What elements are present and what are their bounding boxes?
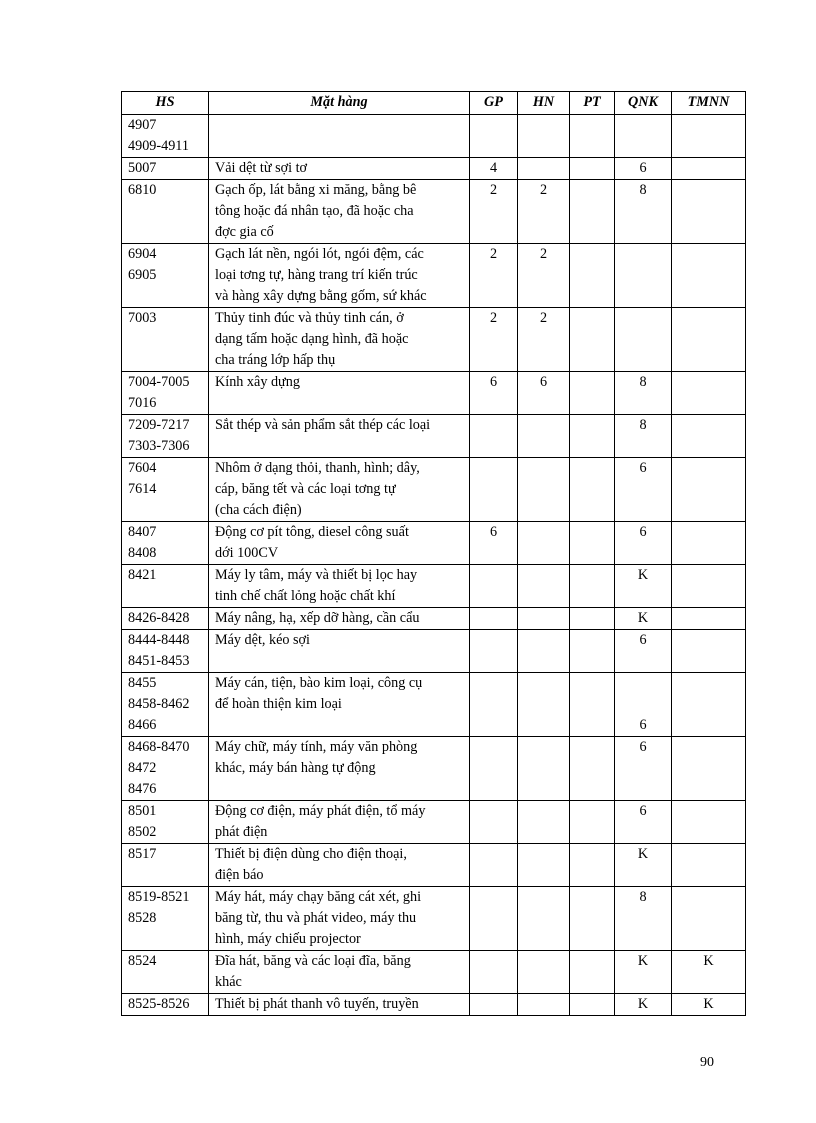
qnk-cell: 6 xyxy=(615,673,672,737)
item-description-cell xyxy=(209,244,470,308)
hs-code-cell-line: 7004-7005 xyxy=(128,374,190,390)
hs-code-cell xyxy=(122,522,209,565)
tmnn-cell xyxy=(672,673,746,737)
hs-code-cell-line xyxy=(128,972,202,993)
item-description-cell xyxy=(209,673,470,737)
pt-cell xyxy=(570,994,615,1016)
item-description-cell-line xyxy=(215,393,463,414)
hs-code-cell xyxy=(122,801,209,844)
tmnn-cell xyxy=(672,458,746,522)
item-description-cell-line: Máy chữ, máy tính, máy văn phòng xyxy=(215,739,418,755)
hs-code-cell xyxy=(122,737,209,801)
hs-code-cell-line: 4907 xyxy=(128,117,157,133)
item-description-cell-line: Sắt thép và sản phẩm sắt thép các loại xyxy=(215,417,431,433)
table-header-row xyxy=(122,92,746,115)
qnk-cell: 6 xyxy=(615,737,672,801)
hs-code-cell-line: 8519-8521 xyxy=(128,889,190,905)
hs-code-cell-line: 8421 xyxy=(128,567,157,583)
item-description-cell-line: Máy hát, máy chạy băng cát xét, ghi xyxy=(215,889,422,905)
qnk-cell: K xyxy=(615,994,672,1016)
item-description-cell-line xyxy=(215,436,463,457)
tmnn-cell: K xyxy=(672,951,746,994)
pt-cell xyxy=(570,180,615,244)
qnk-cell xyxy=(615,308,672,372)
qnk-cell: 6 xyxy=(615,158,672,180)
table-row xyxy=(122,158,746,180)
gp-cell xyxy=(470,458,518,522)
hs-code-cell-line: 7614 xyxy=(128,481,157,497)
item-description-cell-line: cha tráng lớp hấp thụ xyxy=(215,352,336,368)
hs-code-cell-line: 8466 xyxy=(128,717,157,733)
table-row xyxy=(122,415,746,458)
item-description-cell-line xyxy=(215,779,463,800)
tmnn-cell xyxy=(672,115,746,158)
tmnn-cell xyxy=(672,180,746,244)
gp-cell xyxy=(470,415,518,458)
item-description-cell-line xyxy=(215,715,463,736)
hs-code-cell xyxy=(122,158,209,180)
hn-cell: 6 xyxy=(518,372,570,415)
qnk-cell: 6 xyxy=(615,458,672,522)
hn-cell xyxy=(518,522,570,565)
item-description-cell-line: Gạch ốp, lát bằng xi măng, bằng bê xyxy=(215,182,417,198)
page-number: 90 xyxy=(700,1055,714,1070)
tmnn-cell xyxy=(672,565,746,608)
hs-code-cell xyxy=(122,887,209,951)
item-description-cell-line: Thiết bị phát thanh vô tuyến, truyền xyxy=(215,996,419,1012)
item-description-cell-line: hình, máy chiếu projector xyxy=(215,931,361,947)
item-description-cell-line: Thủy tinh đúc và thủy tinh cán, ở xyxy=(215,310,404,326)
hs-code-cell xyxy=(122,415,209,458)
gp-cell xyxy=(470,887,518,951)
tmnn-cell xyxy=(672,844,746,887)
pt-cell xyxy=(570,887,615,951)
item-description-cell-line: dới 100CV xyxy=(215,545,279,561)
gp-cell: 6 xyxy=(470,522,518,565)
item-description-cell xyxy=(209,608,470,630)
gp-cell xyxy=(470,115,518,158)
hs-code-cell xyxy=(122,673,209,737)
item-description-cell-line: điện báo xyxy=(215,867,264,883)
tmnn-cell xyxy=(672,308,746,372)
pt-cell xyxy=(570,673,615,737)
gp-cell xyxy=(470,737,518,801)
gp-cell xyxy=(470,994,518,1016)
hs-code-cell-line: 8407 xyxy=(128,524,157,540)
table-row xyxy=(122,308,746,372)
item-description-cell-line xyxy=(215,651,463,672)
item-description-cell-line: Động cơ điện, máy phát điện, tổ máy xyxy=(215,803,426,819)
tmnn-cell xyxy=(672,887,746,951)
table-row xyxy=(122,951,746,994)
hs-code-cell xyxy=(122,308,209,372)
item-description-cell-line: và hàng xây dựng bằng gốm, sứ khác xyxy=(215,288,427,304)
item-description-cell-line: (cha cách điện) xyxy=(215,502,302,518)
qnk-cell: K xyxy=(615,608,672,630)
hs-code-cell-line: 8444-8448 xyxy=(128,632,190,648)
item-description-cell-line: tông hoặc đá nhân tạo, đã hoặc cha xyxy=(215,203,414,219)
hs-code-cell-line: 7209-7217 xyxy=(128,417,190,433)
hs-code-cell-line: 8472 xyxy=(128,760,157,776)
hs-code-cell xyxy=(122,372,209,415)
pt-cell xyxy=(570,372,615,415)
hn-cell xyxy=(518,951,570,994)
tmnn-cell xyxy=(672,737,746,801)
qnk-cell: 6 xyxy=(615,801,672,844)
hs-code-cell-line: 8517 xyxy=(128,846,157,862)
hn-cell xyxy=(518,115,570,158)
table-row xyxy=(122,372,746,415)
qnk-cell: K xyxy=(615,565,672,608)
item-description-cell-line: Thiết bị điện dùng cho điện thoại, xyxy=(215,846,407,862)
tariff-table xyxy=(121,91,746,1016)
pt-cell xyxy=(570,801,615,844)
hn-cell xyxy=(518,608,570,630)
item-description-cell-line: loại tơng tự, hàng trang trí kiến trúc xyxy=(215,267,418,283)
hs-code-cell-line: 8458-8462 xyxy=(128,696,190,712)
item-description-cell-line: dạng tấm hoặc dạng hình, đã hoặc xyxy=(215,331,409,347)
gp-cell xyxy=(470,801,518,844)
item-description-cell xyxy=(209,180,470,244)
hn-cell xyxy=(518,994,570,1016)
tmnn-cell: K xyxy=(672,994,746,1016)
table-row xyxy=(122,844,746,887)
hs-code-cell-line xyxy=(128,350,202,371)
item-description-cell xyxy=(209,951,470,994)
pt-cell xyxy=(570,115,615,158)
hs-code-cell-line: 7003 xyxy=(128,310,157,326)
gp-cell: 6 xyxy=(470,372,518,415)
gp-cell: 2 xyxy=(470,180,518,244)
hs-code-cell-line: 7016 xyxy=(128,395,157,411)
hn-cell xyxy=(518,565,570,608)
hs-code-cell-line xyxy=(128,586,202,607)
hn-cell: 2 xyxy=(518,180,570,244)
qnk-cell: 8 xyxy=(615,887,672,951)
hs-code-cell xyxy=(122,844,209,887)
tmnn-cell xyxy=(672,608,746,630)
hs-code-cell-line xyxy=(128,286,202,307)
pt-cell xyxy=(570,565,615,608)
hs-code-cell-line: 7604 xyxy=(128,460,157,476)
hn-cell xyxy=(518,630,570,673)
item-description-cell xyxy=(209,994,470,1016)
pt-cell xyxy=(570,844,615,887)
item-description-cell-line: Vải dệt từ sợi tơ xyxy=(215,160,308,176)
table-row xyxy=(122,737,746,801)
item-description-cell-line: Kính xây dựng xyxy=(215,374,300,390)
item-description-cell xyxy=(209,522,470,565)
qnk-cell: K xyxy=(615,844,672,887)
table-row xyxy=(122,994,746,1016)
table-row xyxy=(122,180,746,244)
item-description-cell-line: phát điện xyxy=(215,824,268,840)
header-gp: GP xyxy=(470,92,518,115)
header-pt: PT xyxy=(570,92,615,115)
gp-cell: 2 xyxy=(470,308,518,372)
hn-cell xyxy=(518,158,570,180)
item-description-cell-line: khác xyxy=(215,974,242,990)
item-description-cell xyxy=(209,158,470,180)
hs-code-cell xyxy=(122,951,209,994)
table-row xyxy=(122,522,746,565)
hs-code-cell-line: 8528 xyxy=(128,910,157,926)
qnk-cell xyxy=(615,244,672,308)
hs-code-cell-line: 4909-4911 xyxy=(128,138,189,154)
item-description-cell-line: cáp, băng tết và các loại tơng tự xyxy=(215,481,396,497)
hs-code-cell-line: 5007 xyxy=(128,160,157,176)
header-hn: HN xyxy=(518,92,570,115)
item-description-cell-line: Gạch lát nền, ngói lót, ngói đệm, các xyxy=(215,246,424,262)
hn-cell: 2 xyxy=(518,244,570,308)
pt-cell xyxy=(570,608,615,630)
hs-code-cell xyxy=(122,458,209,522)
gp-cell: 2 xyxy=(470,244,518,308)
item-description-cell-line: Máy cán, tiện, bào kim loại, công cụ xyxy=(215,675,423,691)
hs-code-cell-line xyxy=(128,929,202,950)
item-description-cell xyxy=(209,565,470,608)
table-row xyxy=(122,887,746,951)
header-qnk: QNK xyxy=(615,92,672,115)
item-description-cell-line: khác, máy bán hàng tự động xyxy=(215,760,376,776)
item-description-cell-line: tinh chế chất lỏng hoặc chất khí xyxy=(215,588,396,604)
hs-code-cell-line xyxy=(128,865,202,886)
pt-cell xyxy=(570,415,615,458)
gp-cell xyxy=(470,951,518,994)
hs-code-cell-line xyxy=(128,201,202,222)
header-hs: HS xyxy=(122,92,209,115)
qnk-cell: K xyxy=(615,951,672,994)
hs-code-cell-line: 8525-8526 xyxy=(128,996,190,1012)
qnk-cell xyxy=(615,115,672,158)
pt-cell xyxy=(570,737,615,801)
gp-cell xyxy=(470,844,518,887)
hs-code-cell-line xyxy=(128,329,202,350)
table-row xyxy=(122,115,746,158)
hn-cell xyxy=(518,458,570,522)
table-row xyxy=(122,630,746,673)
hs-code-cell xyxy=(122,994,209,1016)
item-description-cell xyxy=(209,844,470,887)
pt-cell xyxy=(570,458,615,522)
hs-code-cell xyxy=(122,630,209,673)
item-description-cell-line: băng từ, thu và phát video, máy thu xyxy=(215,910,417,926)
hn-cell xyxy=(518,801,570,844)
header-item: Mặt hàng xyxy=(209,92,470,115)
hs-code-cell-line: 6810 xyxy=(128,182,157,198)
hs-code-cell-line: 8524 xyxy=(128,953,157,969)
gp-cell xyxy=(470,565,518,608)
item-description-cell-line: đợc gia cố xyxy=(215,224,274,240)
item-description-cell xyxy=(209,737,470,801)
hn-cell: 2 xyxy=(518,308,570,372)
item-description-cell-line: Đĩa hát, băng và các loại đĩa, băng xyxy=(215,953,411,969)
table-row xyxy=(122,244,746,308)
table-body xyxy=(122,115,746,1016)
tmnn-cell xyxy=(672,522,746,565)
item-description-cell-line: Động cơ pít tông, diesel công suất xyxy=(215,524,409,540)
hs-code-cell xyxy=(122,565,209,608)
tmnn-cell xyxy=(672,372,746,415)
header-tmnn: TMNN xyxy=(672,92,746,115)
hn-cell xyxy=(518,844,570,887)
hn-cell xyxy=(518,415,570,458)
tmnn-cell xyxy=(672,630,746,673)
table-row xyxy=(122,608,746,630)
hs-code-cell-line: 6905 xyxy=(128,267,157,283)
hs-code-cell-line xyxy=(128,500,202,521)
hs-code-cell-line: 8426-8428 xyxy=(128,610,190,626)
qnk-cell: 6 xyxy=(615,630,672,673)
qnk-cell: 6 xyxy=(615,522,672,565)
item-description-cell xyxy=(209,308,470,372)
pt-cell xyxy=(570,522,615,565)
tmnn-cell xyxy=(672,415,746,458)
hs-code-cell-line: 8502 xyxy=(128,824,157,840)
pt-cell xyxy=(570,630,615,673)
qnk-cell: 8 xyxy=(615,180,672,244)
pt-cell xyxy=(570,308,615,372)
item-description-cell xyxy=(209,801,470,844)
hs-code-cell xyxy=(122,115,209,158)
qnk-cell: 8 xyxy=(615,372,672,415)
table-row xyxy=(122,565,746,608)
item-description-cell xyxy=(209,887,470,951)
hn-cell xyxy=(518,673,570,737)
hs-code-cell-line: 6904 xyxy=(128,246,157,262)
hs-code-cell-line: 8468-8470 xyxy=(128,739,190,755)
item-description-cell xyxy=(209,458,470,522)
item-description-cell xyxy=(209,372,470,415)
table-row xyxy=(122,801,746,844)
pt-cell xyxy=(570,244,615,308)
item-description-cell xyxy=(209,415,470,458)
gp-cell xyxy=(470,608,518,630)
item-description-cell-line xyxy=(215,136,463,157)
tmnn-cell xyxy=(672,244,746,308)
table-row xyxy=(122,673,746,737)
hs-code-cell xyxy=(122,180,209,244)
item-description-cell-line: Máy ly tâm, máy và thiết bị lọc hay xyxy=(215,567,418,583)
gp-cell xyxy=(470,630,518,673)
hs-code-cell-line: 8501 xyxy=(128,803,157,819)
qnk-cell: 8 xyxy=(615,415,672,458)
hn-cell xyxy=(518,737,570,801)
item-description-cell-line: Máy nâng, hạ, xếp dỡ hàng, cần cẩu xyxy=(215,610,420,626)
hs-code-cell-line: 7303-7306 xyxy=(128,438,190,454)
item-description-cell xyxy=(209,630,470,673)
hn-cell xyxy=(518,887,570,951)
gp-cell xyxy=(470,673,518,737)
hs-code-cell-line: 8476 xyxy=(128,781,157,797)
hs-code-cell-line: 8455 xyxy=(128,675,157,691)
hs-code-cell xyxy=(122,244,209,308)
item-description-cell-line: Nhôm ở dạng thỏi, thanh, hình; dây, xyxy=(215,460,420,476)
tmnn-cell xyxy=(672,158,746,180)
item-description-cell xyxy=(209,115,470,158)
pt-cell xyxy=(570,158,615,180)
pt-cell xyxy=(570,951,615,994)
item-description-cell-line: để hoàn thiện kim loại xyxy=(215,696,342,712)
hs-code-cell-line: 8408 xyxy=(128,545,157,561)
item-description-cell-line xyxy=(215,115,463,136)
hs-code-cell-line xyxy=(128,222,202,243)
table-row xyxy=(122,458,746,522)
tmnn-cell xyxy=(672,801,746,844)
item-description-cell-line: Máy dệt, kéo sợi xyxy=(215,632,310,648)
hs-code-cell-line: 8451-8453 xyxy=(128,653,190,669)
hs-code-cell xyxy=(122,608,209,630)
gp-cell: 4 xyxy=(470,158,518,180)
